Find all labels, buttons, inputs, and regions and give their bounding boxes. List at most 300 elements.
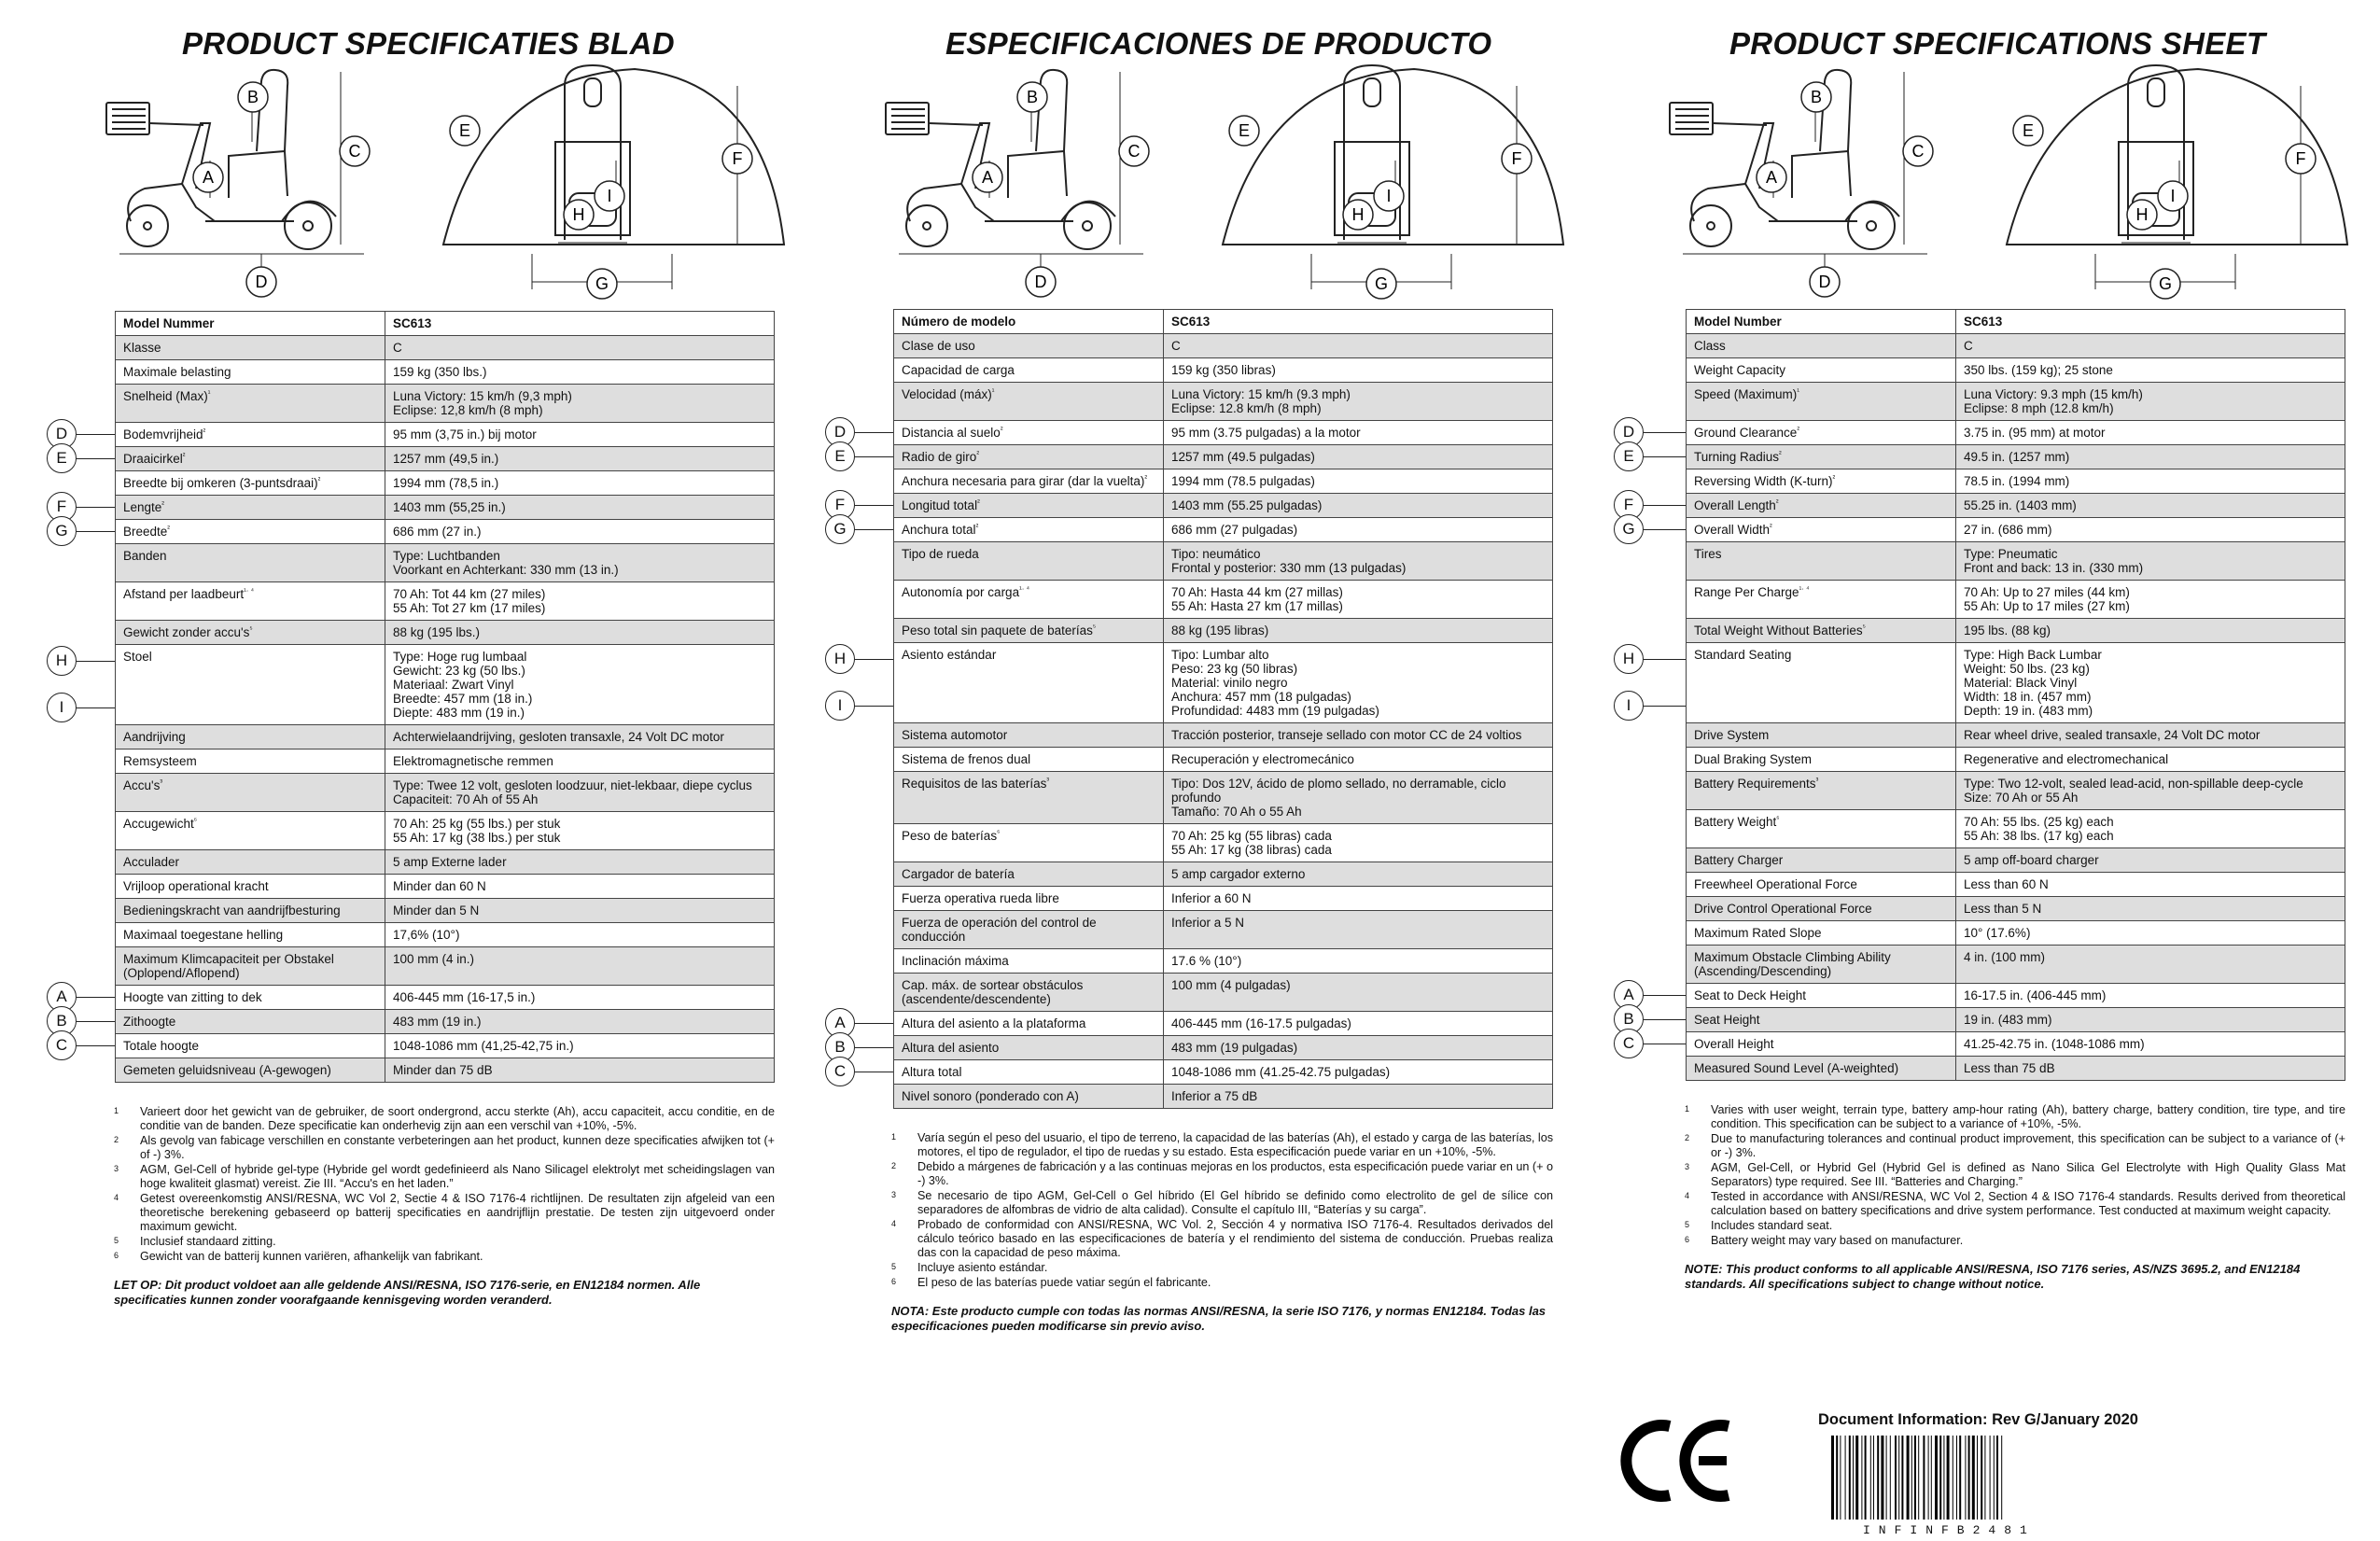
spec-value: 1257 mm (49,5 in.) [385, 447, 775, 471]
spec-label: Hoogte van zitting to dek [116, 986, 385, 1010]
spec-label: Altura del asiento [894, 1036, 1164, 1060]
footnote: 3 AGM, Gel-Cell, or Hybrid Gel (Hybrid Gel is defined as Nano Silica Gel Electrolyte with High Quality Glass Mat Separators) type required. See III. “Batteries and Charging.” [1685, 1161, 2345, 1188]
spec-label: Totale hoogte [116, 1034, 385, 1058]
table-row [116, 360, 775, 385]
scooter-dimension-diagram [873, 58, 1582, 315]
spec-value: 70 Ah: 25 kg (55 libras) cada 55 Ah: 17 kg (38 libras) cada [1164, 824, 1553, 862]
table-row [1687, 581, 2345, 619]
callout-bubble: B [825, 1032, 855, 1062]
spec-value: 49.5 in. (1257 mm) [1956, 445, 2345, 469]
spec-value: 88 kg (195 libras) [1164, 619, 1553, 643]
document-information: Document Information: Rev G/January 2020 [1818, 1411, 2138, 1428]
table-row [116, 1034, 775, 1058]
spec-value: 70 Ah: Hasta 44 km (27 millas) 55 Ah: Hasta 27 km (17 millas) [1164, 581, 1553, 619]
callout-bubble: D [1614, 417, 1644, 447]
table-row [1687, 921, 2345, 946]
callout-bubble: A [825, 1008, 855, 1038]
footnote: 5 Includes standard seat. [1685, 1219, 1833, 1232]
spec-label: Total Weight Without Batteries$^{^5}$ [1687, 619, 1956, 643]
table-row [1687, 897, 2345, 921]
spec-value: Type: Twee 12 volt, gesloten loodzuur, niet-lekbaar, diepe cyclus Capaciteit: 70 Ah of 55 Ah [385, 774, 775, 812]
spec-value: 88 kg (195 lbs.) [385, 621, 775, 645]
spec-value: Inferior a 60 N [1164, 887, 1553, 911]
table-row [894, 824, 1553, 862]
diagram-label-e: E [2022, 121, 2035, 140]
table-row [116, 336, 775, 360]
diagram-label-g: G [595, 274, 609, 293]
spec-value: Inferior a 75 dB [1164, 1085, 1553, 1109]
spec-value: 41.25-42.75 in. (1048-1086 mm) [1956, 1032, 2345, 1057]
table-row [116, 312, 775, 336]
table-row [894, 494, 1553, 518]
callout-bubble: I [1614, 691, 1644, 721]
spec-value: 70 Ah: 25 kg (55 lbs.) per stuk 55 Ah: 17 kg (38 lbs.) per stuk [385, 812, 775, 850]
footnote: 5 Inclusief standaard zitting. [114, 1235, 276, 1248]
table-row [894, 358, 1553, 383]
callout-bubble: I [825, 691, 855, 721]
spec-label: Nivel sonoro (ponderado con A) [894, 1085, 1164, 1109]
callout-bubble: G [47, 516, 77, 546]
footnote: 4 Probado de conformidad con ANSI/RESNA, WC Vol. 2, Sección 4 y normativa ISO 7176-4. Resultados derivados del cálculo teórico basado en las especificaciones de batería y el rendimiento del sistema de conducción. Pruebas realiza das con la capacidad de peso máxima. [891, 1218, 1553, 1259]
spec-value: Minder dan 5 N [385, 899, 775, 923]
spec-value: SC613 [385, 312, 775, 336]
footnote: 1 Varieert door het gewicht van de gebruiker, de soort ondergrond, accu sterkte (Ah), accu capaciteit, accu conditie, en de conditie van de banden. Deze specificatie kan onderhevig zijn aan een verschil van +10%, -5%. [114, 1105, 775, 1132]
table-row [894, 310, 1553, 334]
spec-label: Measured Sound Level (A-weighted) [1687, 1057, 1956, 1081]
table-row [894, 949, 1553, 974]
table-row [1687, 619, 2345, 643]
table-row [894, 1036, 1553, 1060]
table-row [116, 496, 775, 520]
spec-label: Drive Control Operational Force [1687, 897, 1956, 921]
table-row [116, 645, 775, 725]
spec-value: 10° (17.6%) [1956, 921, 2345, 946]
spec-label: Peso total sin paquete de baterías$^{^5}$ [894, 619, 1164, 643]
spec-value: 1994 mm (78.5 pulgadas) [1164, 469, 1553, 494]
diagram-label-e: E [458, 121, 471, 140]
table-row [1687, 643, 2345, 723]
spec-value: Elektromagnetische remmen [385, 749, 775, 774]
callout-bubble: F [1614, 490, 1644, 520]
diagram-label-b: B [1026, 88, 1039, 106]
spec-label: Freewheel Operational Force [1687, 873, 1956, 897]
callout-bubble: I [47, 693, 77, 722]
table-row [1687, 810, 2345, 848]
spec-value: 70 Ah: Tot 44 km (27 miles) 55 Ah: Tot 27 km (17 miles) [385, 582, 775, 621]
spec-label: Afstand per laadbeurt$^{^1\cdot ^4}$ [116, 582, 385, 621]
spec-label: Sistema automotor [894, 723, 1164, 748]
table-row [1687, 518, 2345, 542]
spec-value: Type: Luchtbanden Voorkant en Achterkant: 330 mm (13 in.) [385, 544, 775, 582]
table-row [894, 421, 1553, 445]
spec-value: Minder dan 75 dB [385, 1058, 775, 1083]
diagram-label-d: D [1818, 273, 1831, 291]
diagram-label-h: H [2135, 205, 2149, 224]
diagram-label-c: C [348, 142, 361, 161]
table-row [116, 850, 775, 875]
spec-value: Less than 5 N [1956, 897, 2345, 921]
diagram-label-c: C [1127, 142, 1141, 161]
spec-label: Sistema de frenos dual [894, 748, 1164, 772]
diagram-label-i: I [2170, 187, 2176, 205]
table-row [116, 725, 775, 749]
spec-label: Acculader [116, 850, 385, 875]
footnote: 6 Battery weight may vary based on manufacturer. [1685, 1234, 1964, 1247]
spec-value: 17,6% (10°) [385, 923, 775, 947]
table-row [116, 621, 775, 645]
spec-value: 1048-1086 mm (41,25-42,75 in.) [385, 1034, 775, 1058]
diagram-label-a: A [1765, 168, 1778, 187]
diagram-label-d: D [255, 273, 268, 291]
spec-value: 100 mm (4 pulgadas) [1164, 974, 1553, 1012]
table-row [894, 887, 1553, 911]
table-row [1687, 984, 2345, 1008]
spec-label: Drive System [1687, 723, 1956, 748]
spec-label: Tipo de rueda [894, 542, 1164, 581]
spec-value: Tipo: neumático Frontal y posterior: 330 mm (13 pulgadas) [1164, 542, 1553, 581]
spec-value: Less than 75 dB [1956, 1057, 2345, 1081]
spec-value: 159 kg (350 libras) [1164, 358, 1553, 383]
spec-label: Class [1687, 334, 1956, 358]
callout-bubble: C [825, 1057, 855, 1086]
callout-bubble: F [47, 492, 77, 522]
spec-value: 3.75 in. (95 mm) at motor [1956, 421, 2345, 445]
diagram-label-e: E [1238, 121, 1251, 140]
callout-bubble: A [1614, 980, 1644, 1010]
table-row [894, 334, 1553, 358]
spec-value: 17.6 % (10°) [1164, 949, 1553, 974]
spec-label: Reversing Width (K-turn)$^{^2}$ [1687, 469, 1956, 494]
footnote: 5 Incluye asiento estándar. [891, 1261, 1048, 1274]
spec-value: 1403 mm (55,25 in.) [385, 496, 775, 520]
spec-label: Inclinación máxima [894, 949, 1164, 974]
spec-value: SC613 [1164, 310, 1553, 334]
callout-bubble: C [47, 1030, 77, 1060]
spec-value: 19 in. (483 mm) [1956, 1008, 2345, 1032]
callout-bubble: H [825, 644, 855, 674]
callout-bubble: D [47, 419, 77, 449]
spec-value: 1403 mm (55.25 pulgadas) [1164, 494, 1553, 518]
spec-label: Turning Radius$^{^2}$ [1687, 445, 1956, 469]
spec-value: 1048-1086 mm (41.25-42.75 pulgadas) [1164, 1060, 1553, 1085]
spec-value: 159 kg (350 lbs.) [385, 360, 775, 385]
spec-value: Type: Pneumatic Front and back: 13 in. (330 mm) [1956, 542, 2345, 581]
table-row [116, 749, 775, 774]
spec-label: Ground Clearance$^{^2}$ [1687, 421, 1956, 445]
spec-value: Type: High Back Lumbar Weight: 50 lbs. (23 kg) Material: Black Vinyl Width: 18 in. (457 mm) Depth: 19 in. (483 mm) [1956, 643, 2345, 723]
specifications-table [893, 309, 1553, 1109]
barcode-number: INFINFB2481 [1863, 1523, 2036, 1537]
spec-label: Altura del asiento a la plataforma [894, 1012, 1164, 1036]
callout-bubble: G [825, 514, 855, 544]
footnotes [114, 1105, 775, 1265]
sheet-title: ESPECIFICACIONES DE PRODUCTO [945, 26, 1492, 61]
table-row [1687, 494, 2345, 518]
spec-label: Range Per Charge$^{^1\cdot ^4}$ [1687, 581, 1956, 619]
spec-label: Battery Weight$^{^6}$ [1687, 810, 1956, 848]
table-row [1687, 1008, 2345, 1032]
spec-label: Snelheid (Max)$^{^1}$ [116, 385, 385, 423]
spec-value: Luna Victory: 15 km/h (9,3 mph) Eclipse: 12,8 km/h (8 mph) [385, 385, 775, 423]
spec-value: C [1164, 334, 1553, 358]
spec-label: Remsysteem [116, 749, 385, 774]
spec-label: Standard Seating [1687, 643, 1956, 723]
footnote: 3 Se necesario de tipo AGM, Gel-Cell o Gel híbrido (El Gel híbrido se definido como electrolito de gel de sílice con separadores de alfombras de vidrio de alta calidad). Consulte el capítulo III, “Baterías y su carga”. [891, 1189, 1553, 1216]
table-row [1687, 334, 2345, 358]
footnote: 4 Tested in accordance with ANSI/RESNA, WC Vol 2, Section 4 & ISO 7176-4 standards. Results derived from theoretical calculation based on battery specifications and drive system performance. Test conducted at maximum weight capacity. [1685, 1190, 2345, 1217]
spec-value: C [385, 336, 775, 360]
spec-label: Radio de giro$^{^2}$ [894, 445, 1164, 469]
specifications-table [1686, 309, 2345, 1081]
spec-value: Luna Victory: 9.3 mph (15 km/h) Eclipse: 8 mph (12.8 km/h) [1956, 383, 2345, 421]
spec-value: 195 lbs. (88 kg) [1956, 619, 2345, 643]
footnotes [1685, 1103, 2345, 1249]
spec-label: Gemeten geluidsniveau (A-gewogen) [116, 1058, 385, 1083]
spec-label: Número de modelo [894, 310, 1164, 334]
ce-mark [1618, 1419, 1740, 1507]
table-row [894, 862, 1553, 887]
spec-label: Stoel [116, 645, 385, 725]
table-row [116, 1058, 775, 1083]
callout-bubble: H [1614, 644, 1644, 674]
spec-value: 5 amp off-board charger [1956, 848, 2345, 873]
spec-label: Anchura total$^{^2}$ [894, 518, 1164, 542]
scooter-dimension-diagram [1657, 58, 2366, 315]
spec-value: 350 lbs. (159 kg); 25 stone [1956, 358, 2345, 383]
spec-value: Recuperación y electromecánico [1164, 748, 1553, 772]
callout-bubble: A [47, 982, 77, 1012]
spec-value: 78.5 in. (1994 mm) [1956, 469, 2345, 494]
table-row [894, 445, 1553, 469]
spec-label: Accugewicht$^{^6}$ [116, 812, 385, 850]
spec-label: Zithoogte [116, 1010, 385, 1034]
table-row [894, 723, 1553, 748]
spec-label: Breedte$^{^2}$ [116, 520, 385, 544]
spec-label: Overall Height [1687, 1032, 1956, 1057]
spec-label: Anchura necesaria para girar (dar la vuelta)$^{^2}$ [894, 469, 1164, 494]
callout-bubble: D [825, 417, 855, 447]
spec-value: Luna Victory: 15 km/h (9.3 mph) Eclipse: 12.8 km/h (8 mph) [1164, 383, 1553, 421]
spec-value: 95 mm (3,75 in.) bij motor [385, 423, 775, 447]
spec-label: Overall Length$^{^2}$ [1687, 494, 1956, 518]
table-row [894, 643, 1553, 723]
spec-value: SC613 [1956, 310, 2345, 334]
table-row [894, 974, 1553, 1012]
table-row [1687, 748, 2345, 772]
table-row [116, 923, 775, 947]
spec-label: Vrijloop operational kracht [116, 875, 385, 899]
spec-value: Inferior a 5 N [1164, 911, 1553, 949]
spec-label: Weight Capacity [1687, 358, 1956, 383]
spec-value: 4 in. (100 mm) [1956, 946, 2345, 984]
spec-label: Banden [116, 544, 385, 582]
footnote: 3 AGM, Gel-Cell of hybride gel-type (Hybride gel wordt gedefinieerd als Nano Silicagel elektrolyt met scheidingslagen van hoge kwaliteit glasmat) vereist. Zie III. “Accu's en het laden.” [114, 1163, 775, 1190]
spec-label: Battery Charger [1687, 848, 1956, 873]
spec-label: Speed (Maximum)$^{^1}$ [1687, 383, 1956, 421]
spec-value: Tipo: Dos 12V, ácido de plomo sellado, no derramable, ciclo profundo Tamaño: 70 Ah o 55 Ah [1164, 772, 1553, 824]
footnotes [891, 1131, 1553, 1291]
spec-label: Overall Width$^{^2}$ [1687, 518, 1956, 542]
spec-value: 16-17.5 in. (406-445 mm) [1956, 984, 2345, 1008]
table-row [1687, 310, 2345, 334]
compliance-note: NOTA: Este producto cumple con todas las normas ANSI/RESNA, la serie ISO 7176, y normas EN12184. Todas las especificaciones pueden modificarse sin previo aviso. [891, 1304, 1547, 1333]
spec-label: Distancia al suelo$^{^2}$ [894, 421, 1164, 445]
spec-label: Bedieningskracht van aandrijfbesturing [116, 899, 385, 923]
spec-label: Velocidad (máx)$^{^1}$ [894, 383, 1164, 421]
spec-value: 70 Ah: 55 lbs. (25 kg) each 55 Ah: 38 lbs. (17 kg) each [1956, 810, 2345, 848]
barcode [1831, 1436, 2111, 1520]
spec-value: 483 mm (19 pulgadas) [1164, 1036, 1553, 1060]
table-row [116, 544, 775, 582]
table-row [1687, 542, 2345, 581]
spec-value: Achterwielaandrijving, gesloten transaxle, 24 Volt DC motor [385, 725, 775, 749]
spec-value: 5 amp cargador externo [1164, 862, 1553, 887]
sheet-title: PRODUCT SPECIFICATIONS SHEET [1729, 26, 2266, 61]
spec-label: Longitud total$^{^2}$ [894, 494, 1164, 518]
table-row [116, 947, 775, 986]
spec-value: C [1956, 334, 2345, 358]
spec-label: Maximum Klimcapaciteit per Obstakel (Oplopend/Aflopend) [116, 947, 385, 986]
table-row [894, 581, 1553, 619]
spec-value: Tipo: Lumbar alto Peso: 23 kg (50 libras) Material: vinilo negro Anchura: 457 mm (18 pulgadas) Profundidad: 4483 mm (19 pulgadas) [1164, 643, 1553, 723]
spec-value: Type: Hoge rug lumbaal Gewicht: 23 kg (50 lbs.) Materiaal: Zwart Vinyl Breedte: 457 mm (18 in.) Diepte: 483 mm (19 in.) [385, 645, 775, 725]
table-row [894, 518, 1553, 542]
spec-label: Model Nummer [116, 312, 385, 336]
callout-bubble: E [825, 441, 855, 471]
table-row [116, 385, 775, 423]
callout-bubble: G [1614, 514, 1644, 544]
spec-label: Klasse [116, 336, 385, 360]
table-row [894, 772, 1553, 824]
spec-label: Clase de uso [894, 334, 1164, 358]
diagram-label-g: G [2158, 274, 2173, 293]
spec-value: 406-445 mm (16-17,5 in.) [385, 986, 775, 1010]
table-row [116, 582, 775, 621]
footnote: 2 Due to manufacturing tolerances and continual product improvement, this specification can be subject to a variance of (+ or -) 3%. [1685, 1132, 2345, 1159]
spec-label: Tires [1687, 542, 1956, 581]
table-row [894, 619, 1553, 643]
diagram-label-i: I [607, 187, 612, 205]
footnote: 1 Varía según el peso del usuario, el tipo de terreno, la capacidad de las baterías (Ah), el estado y carga de las baterías, los motores, el tipo de regulador, el tipo de ruedas y su estado. Esta especificación puede variar en un +10%, -5%. [891, 1131, 1553, 1158]
footnote: 4 Getest overeenkomstig ANSI/RESNA, WC Vol 2, Sectie 4 & ISO 7176-4 richtlijnen. De resultaten zijn afgeleid van een theoretische berekening gebaseerd op batterij specificaties en aandrijflijn prestatie. De testen zijn uitgevoerd onder maximum gewicht. [114, 1192, 775, 1233]
footnote: 2 Debido a márgenes de fabricación y a las continuas mejoras en los productos, esta especificación puede variar en un (+ o -) 3%. [891, 1160, 1553, 1187]
spec-label: Maximum Obstacle Climbing Ability (Ascending/Descending) [1687, 946, 1956, 984]
spec-value: 686 mm (27 in.) [385, 520, 775, 544]
table-row [116, 875, 775, 899]
table-row [894, 748, 1553, 772]
spec-value: 406-445 mm (16-17.5 pulgadas) [1164, 1012, 1553, 1036]
spec-label: Cargador de batería [894, 862, 1164, 887]
table-row [116, 471, 775, 496]
spec-label: Dual Braking System [1687, 748, 1956, 772]
table-row [1687, 848, 2345, 873]
table-row [894, 1060, 1553, 1085]
diagram-label-f: F [2295, 149, 2306, 168]
callout-bubble: B [47, 1006, 77, 1036]
diagram-label-a: A [202, 168, 215, 187]
specifications-table [115, 311, 775, 1083]
spec-label: Fuerza operativa rueda libre [894, 887, 1164, 911]
spec-label: Aandrijving [116, 725, 385, 749]
diagram-label-h: H [572, 205, 585, 224]
spec-label: Asiento estándar [894, 643, 1164, 723]
diagram-label-f: F [732, 149, 743, 168]
spec-label: Maximum Rated Slope [1687, 921, 1956, 946]
spec-value: 5 amp Externe lader [385, 850, 775, 875]
spec-value: 70 Ah: Up to 27 miles (44 km) 55 Ah: Up to 17 miles (27 km) [1956, 581, 2345, 619]
callout-bubble: B [1614, 1004, 1644, 1034]
spec-label: $Accu's^{^3}$ [116, 774, 385, 812]
diagram-label-b: B [1810, 88, 1823, 106]
scooter-dimension-diagram [93, 58, 803, 315]
table-row [1687, 1057, 2345, 1081]
table-row [116, 899, 775, 923]
footnote: 2 Als gevolg van fabicage verschillen en constante verbeteringen aan het product, kunnen deze specificaties afwijken tot (+ of -) 3%. [114, 1134, 775, 1161]
spec-label: Seat Height [1687, 1008, 1956, 1032]
table-row [116, 774, 775, 812]
spec-label: Bodemvrijheid$^{^2}$ [116, 423, 385, 447]
table-row [894, 542, 1553, 581]
spec-value: Regenerative and electromechanical [1956, 748, 2345, 772]
spec-label: Maximale belasting [116, 360, 385, 385]
spec-label: Lengte$^{^2}$ [116, 496, 385, 520]
spec-value: Rear wheel drive, sealed transaxle, 24 Volt DC motor [1956, 723, 2345, 748]
diagram-label-g: G [1374, 274, 1389, 293]
table-row [1687, 421, 2345, 445]
table-row [1687, 358, 2345, 383]
footnote: 1 Varies with user weight, terrain type, battery amp-hour rating (Ah), battery charge, battery condition, tire type, and tire condition. This specification can be subject to a variance of +10%, -5%. [1685, 1103, 2345, 1130]
table-row [894, 469, 1553, 494]
table-row [894, 383, 1553, 421]
callout-bubble: E [47, 443, 77, 473]
spec-value: 686 mm (27 pulgadas) [1164, 518, 1553, 542]
table-row [116, 423, 775, 447]
spec-value: Minder dan 60 N [385, 875, 775, 899]
spec-label: Maximaal toegestane helling [116, 923, 385, 947]
table-row [116, 986, 775, 1010]
spec-label: Gewicht zonder $accu's^{^5}$ [116, 621, 385, 645]
spec-label: Breedte bij omkeren (3-puntsdraai)$^{^2}$ [116, 471, 385, 496]
spec-label: Model Number [1687, 310, 1956, 334]
callout-bubble: E [1614, 441, 1644, 471]
callout-bubble: F [825, 490, 855, 520]
footnote: 6 El peso de las baterías puede vatiar según el fabricante. [891, 1276, 1211, 1289]
callout-bubble: H [47, 646, 77, 676]
spec-value: Less than 60 N [1956, 873, 2345, 897]
table-row [894, 1012, 1553, 1036]
table-row [1687, 946, 2345, 984]
spec-value: Tracción posterior, transeje sellado con motor CC de 24 voltios [1164, 723, 1553, 748]
spec-label: Battery Requirements$^{^3}$ [1687, 772, 1956, 810]
spec-value: 1994 mm (78,5 in.) [385, 471, 775, 496]
diagram-label-b: B [246, 88, 259, 106]
footnote: 6 Gewicht van de batterij kunnen variëren, afhankelijk van fabrikant. [114, 1250, 483, 1263]
diagram-label-a: A [981, 168, 994, 187]
table-row [894, 911, 1553, 949]
table-row [894, 1085, 1553, 1109]
diagram-label-d: D [1034, 273, 1047, 291]
sheet-title: PRODUCT SPECIFICATIES BLAD [182, 26, 675, 61]
spec-label: Capacidad de carga [894, 358, 1164, 383]
spec-label: Draaicirkel$^{^2}$ [116, 447, 385, 471]
compliance-note: NOTE: This product conforms to all applicable ANSI/RESNA, ISO 7176 series, AS/NZS 3695.2, and EN12184 standards. All specifications subject to change without notice. [1685, 1262, 2301, 1291]
table-row [116, 812, 775, 850]
spec-value: Type: Two 12-volt, sealed lead-acid, non-spillable deep-cycle Size: 70 Ah or 55 Ah [1956, 772, 2345, 810]
spec-label: Seat to Deck Height [1687, 984, 1956, 1008]
diagram-label-c: C [1911, 142, 1925, 161]
table-row [1687, 723, 2345, 748]
spec-value: 483 mm (19 in.) [385, 1010, 775, 1034]
